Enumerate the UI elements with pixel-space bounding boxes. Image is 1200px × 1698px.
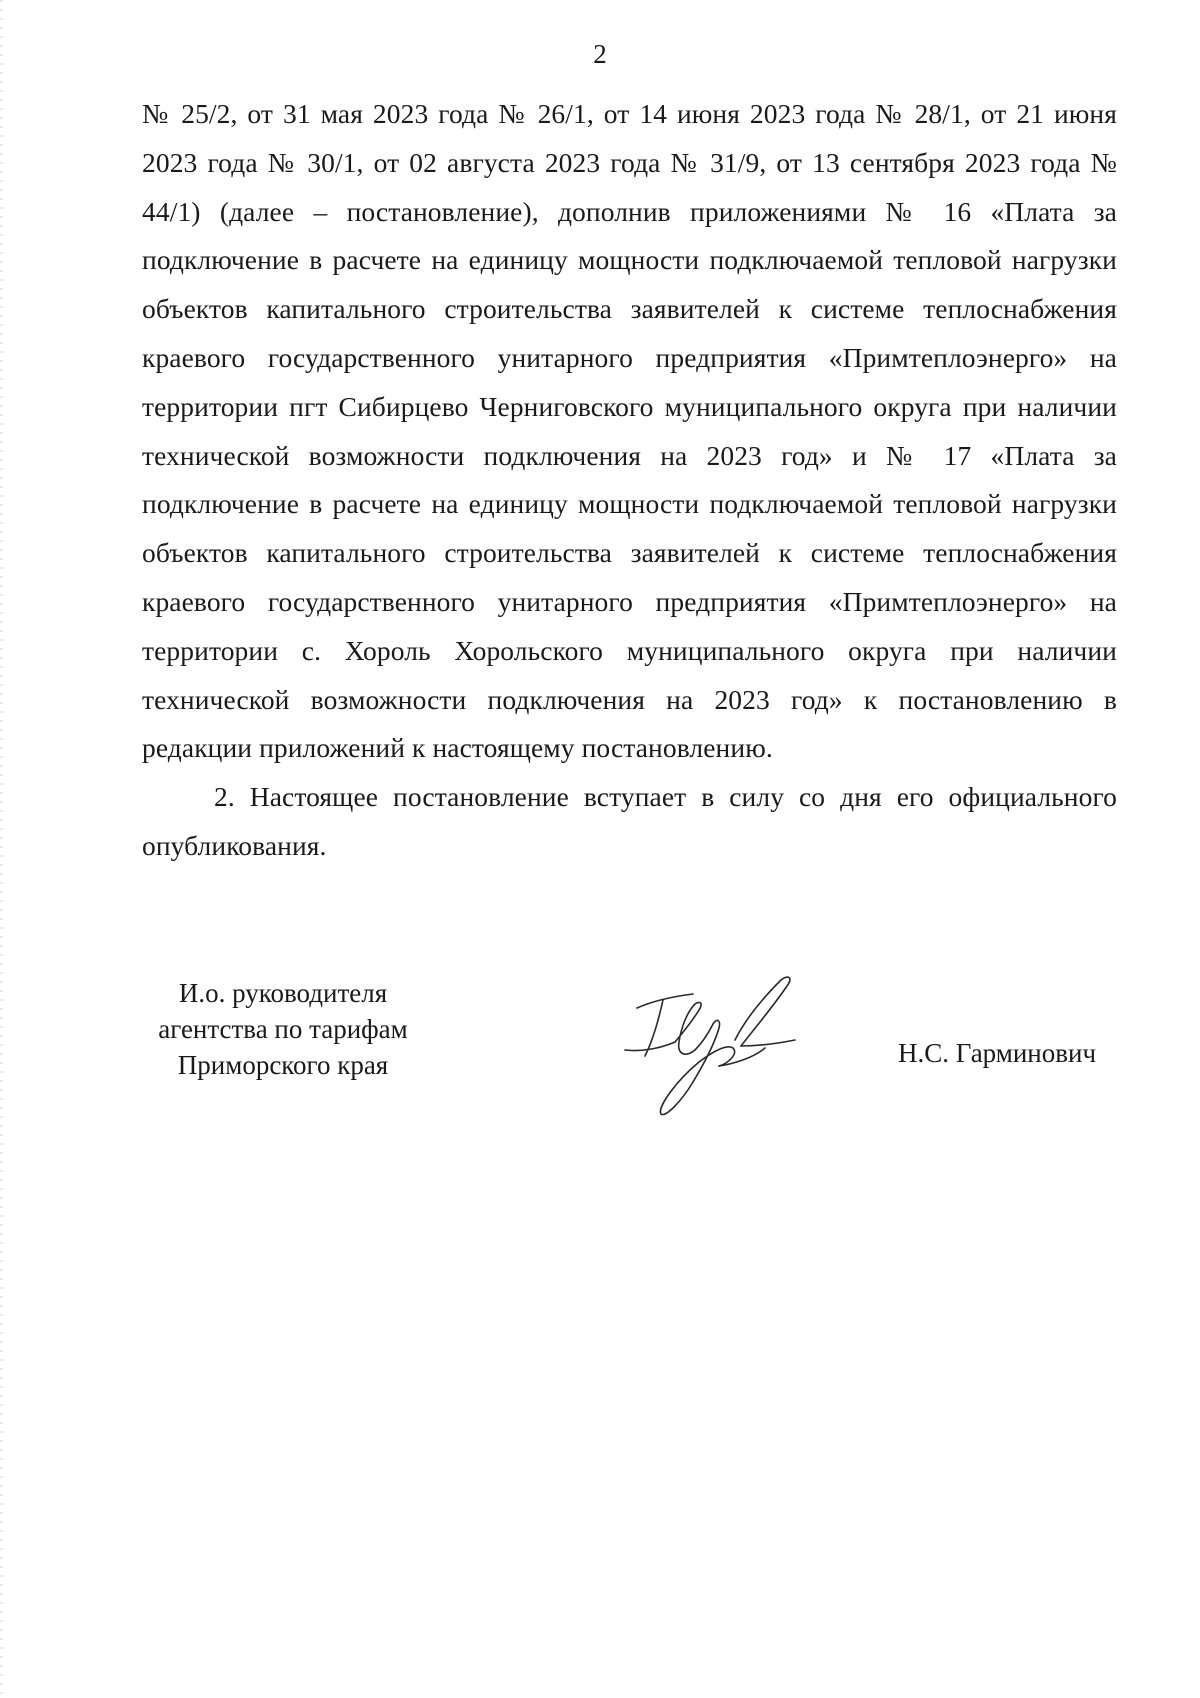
document-body: [142, 90, 1117, 871]
signer-position-line-2: агентства по тарифам: [158, 1014, 408, 1044]
signer-position-line-1: И.о. руководителя: [178, 978, 388, 1008]
signer-position: [138, 975, 428, 1083]
paragraph-continuation: № 25/2, от 31 мая 2023 года № 26/1, от 14 июня 2023 года № 28/1, от 21 июня 2023 года № 30/1, от 02 августа 2023 года № 31/9, от 13 сентября 2023 года № 44/1) (далее – постановление), дополнив приложениями № 16 «Плата за подключение в расчете на единицу мощности подключаемой тепловой нагрузки объектов капитального строительства заявителей к системе теплоснабжения краевого государственного унитарного предприятия «Примтеплоэнерго» на территории пгт Сибирцево Черниговского муниципального округа при наличии технической возможности подключения на 2023 год» и № 17 «Плата за подключение в расчете на единицу мощности подключаемой тепловой нагрузки объектов капитального строительства заявителей к системе теплоснабжения краевого государственного унитарного предприятия «Примтеплоэнерго» на территории с. Хороль Хорольского муниципального округа при наличии технической возможности подключения на 2023 год» к постановлению в редакции приложений к настоящему постановлению.: [142, 98, 1117, 764]
signer-name: Н.С. Гарминович: [898, 1038, 1097, 1068]
page-number: 2: [593, 39, 607, 69]
handwritten-signature-icon: [615, 970, 815, 1120]
scan-edge-marks: [0, 0, 3, 1698]
paragraph-effective-date: 2. Настоящее постановление вступает в силу со дня его официального опубликования.: [142, 781, 1117, 861]
signer-position-line-3: Приморского края: [177, 1050, 389, 1080]
